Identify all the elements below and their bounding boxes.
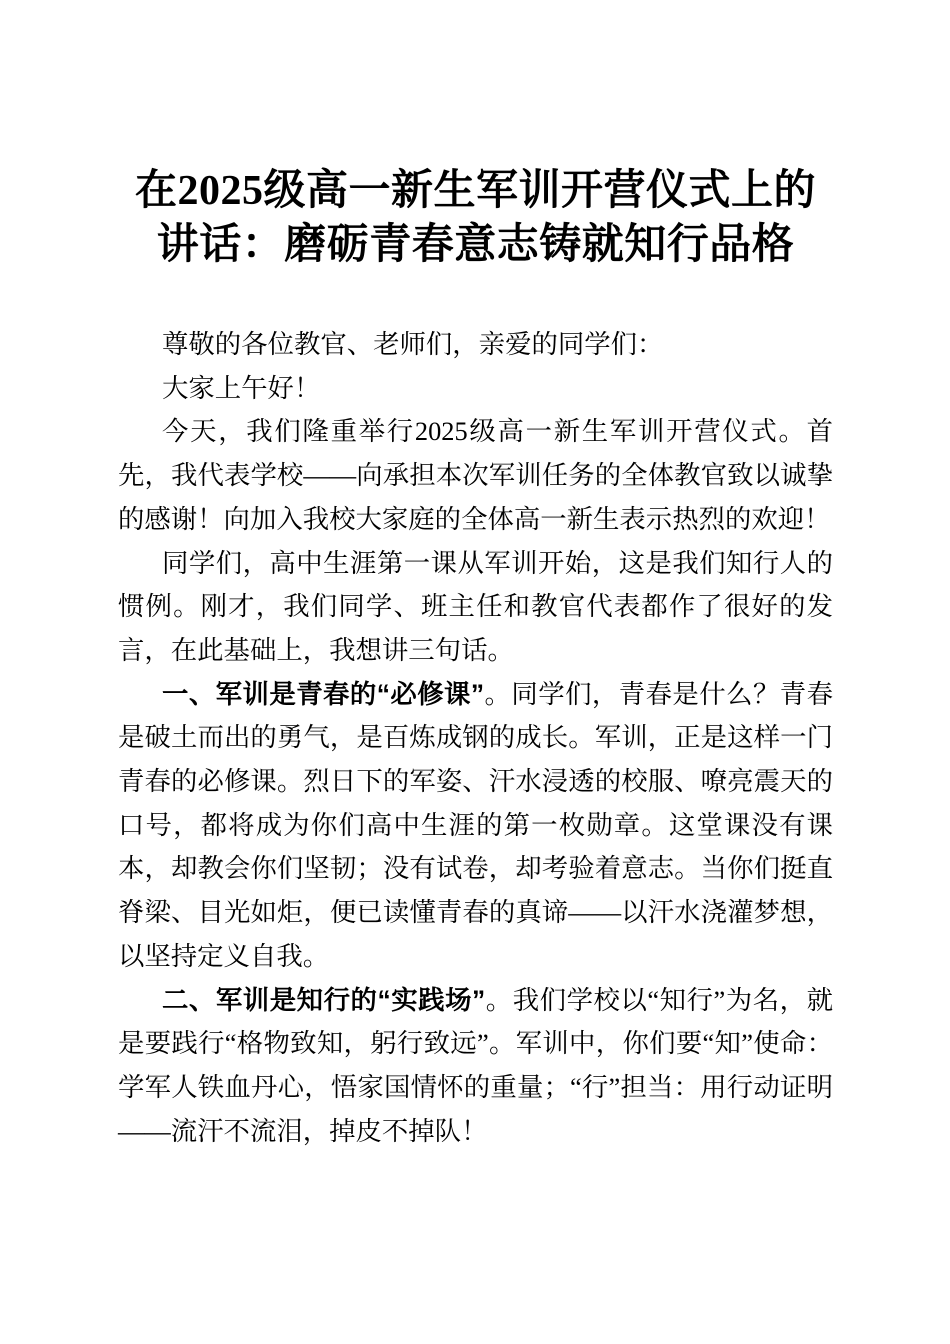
paragraph-greeting (118, 367, 833, 411)
document-title-line-1: 在2025级高一新生军训开营仪式上的 (134, 168, 816, 214)
paragraph-point-2 (118, 979, 833, 1154)
paragraph-intro-text: 同学们，高中生涯第一课从军训开始，这是我们知行人的惯例。刚才，我们同学、班主任和教官代表都作了很好的发言，在此基础上，我想讲三句话。 (118, 547, 833, 665)
paragraph-point-1-text: 。同学们，青春是什么？青春是破土而出的勇气，是百炼成钢的成长。军训，正是这样一门青春的必修课。烈日下的军姿、汗水浸透的校服、嘹亮震天的口号，都将成为你们高中生涯的第一枚勋章。这堂课没有课本，却教会你们坚韧；没有试卷，却考验着意志。当你们挺直脊梁、目光如炬，便已读懂青春的真谛——以汗水浇灌梦想，以坚持定义自我。 (118, 678, 834, 971)
paragraph-salutation (118, 323, 833, 367)
paragraph-greeting-text: 大家上午好！ (162, 372, 321, 403)
paragraph-point-1-heading: 一、军训是青春的“必修课” (162, 678, 485, 709)
document-title-line-2: 讲话：磨砺青春意志铸就知行品格 (156, 222, 795, 268)
paragraph-opening-text: 今天，我们隆重举行2025级高一新生军训开营仪式。首先，我代表学校——向承担本次军训任务的全体教官致以诚挚的感谢！向加入我校大家庭的全体高一新生表示热烈的欢迎！ (118, 416, 833, 534)
paragraph-point-2-heading: 二、军训是知行的“实践场” (162, 984, 486, 1015)
document-body (118, 323, 833, 1153)
document-title (118, 164, 833, 272)
paragraph-point-2-text: 。我们学校以“知行”为名，就是要践行“格物致知，躬行致远”。军训中，你们要“知”使命：学军人铁血丹心，悟家国情怀的重量；“行”担当：用行动证明——流汗不流泪，掉皮不掉队！ (118, 984, 834, 1146)
paragraph-opening (118, 410, 833, 541)
paragraph-intro (118, 542, 833, 673)
paragraph-point-1 (118, 673, 833, 979)
paragraph-salutation-text: 尊敬的各位教官、老师们，亲爱的同学们： (162, 329, 664, 359)
